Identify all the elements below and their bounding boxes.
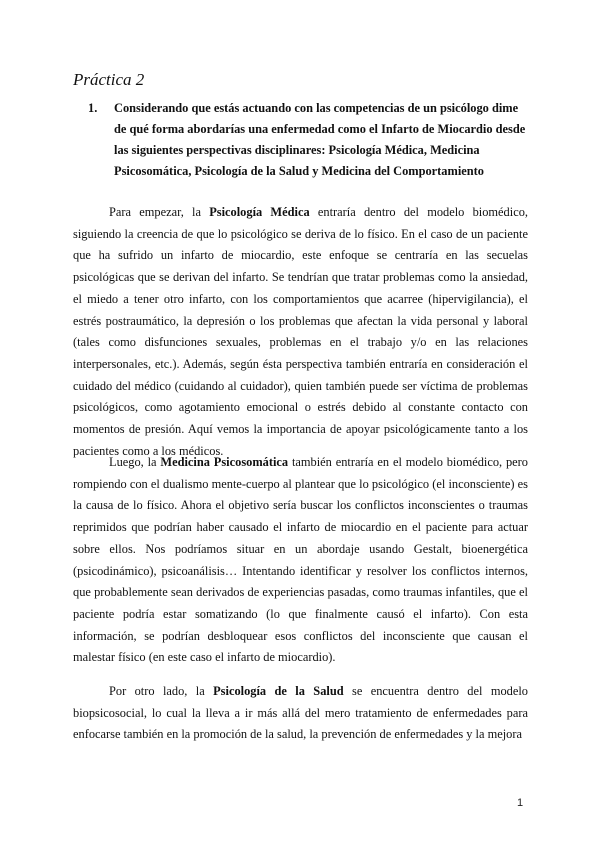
question-heading — [88, 98, 528, 182]
paragraph-term: Psicología Médica — [209, 205, 310, 219]
paragraph-term: Psicología de la Salud — [213, 684, 344, 698]
paragraph-text-after: se encuentra dentro del modelo biopsicosocial, lo cual la lleva a ir más allá del mero tratamiento de enfermedades para enfocarse también en la promoción de la salud, la prevención de enfermedades y la mejora — [73, 684, 529, 742]
paragraph-text-before: Para empezar, la — [109, 205, 210, 219]
paragraph-text-before: Luego, la — [109, 455, 161, 469]
paragraph-text-before: Por otro lado, la — [109, 684, 214, 698]
question-number: 1. — [88, 101, 98, 115]
paragraph-psicologia-medica — [73, 202, 528, 462]
question-text: Considerando que estás actuando con las competencias de un psicólogo dime de qué forma abordarías una enfermedad como el Infarto de Miocardio desde las siguientes perspectivas disciplinares: Psicología Médica, Medicina Psicosomática, Psicología de la Salud y Medicina del Comportamiento — [114, 101, 526, 178]
paragraph-text-after: entraría dentro del modelo biomédico, siguiendo la creencia de que lo psicológico se deriva de lo físico. En el caso de un paciente que ha sufrido un infarto de miocardio, este enfoque se centraría en las secuelas psicológicas que se derivan del infarto. Se tendrían que tratar problemas como la ansiedad, el miedo a tener otro infarto, con los comportamientos que acarree (hipervigilancia), el estrés postraumático, la depresión o los problemas que afectan la vida personal y laboral (tales como disfunciones sexuales, problemas en el trabajo y/o en las relaciones interpersonales, etc.). Además, según ésta perspectiva también entraría en consideración el cuidado del médico (cuidando al cuidador), quien también puede ser víctima de problemas psicológicos, como agotamiento emocional o estrés debido al constante contacto con momentos de presión. Aquí vemos la importancia de apoyar psicológicamente tanto a los pacientes como a los médicos. — [73, 205, 528, 458]
page-number: 1 — [517, 797, 524, 809]
paragraph-psicologia-salud — [73, 681, 528, 746]
paragraph-medicina-psicosomatica — [73, 452, 528, 669]
page-title: Práctica 2 — [73, 70, 145, 89]
paragraph-term: Medicina Psicosomática — [160, 455, 289, 469]
paragraph-text-after: también entraría en el modelo biomédico, pero rompiendo con el dualismo mente-cuerpo al plantear que lo psicológico (el inconsciente) es la causa de lo físico. Ahora el objetivo sería buscar los conflictos inconscientes o traumas reprimidos que podrían haber causado el infarto de miocardio en el paciente para actuar sobre ellos. Nos podríamos situar en un abordaje usando Gestalt, bioenergética (psicodinámico), psicoanálisis… Intentando identificar y resolver los conflictos internos, que probablemente sean derivados de experiencias pasadas, como traumas infantiles, que el paciente podría estar somatizando (lo que finalmente causó el infarto). Con esta información, se podrían desbloquear esos conflictos del inconsciente que causan el malestar físico (en este caso el infarto de miocardio). — [73, 455, 529, 665]
